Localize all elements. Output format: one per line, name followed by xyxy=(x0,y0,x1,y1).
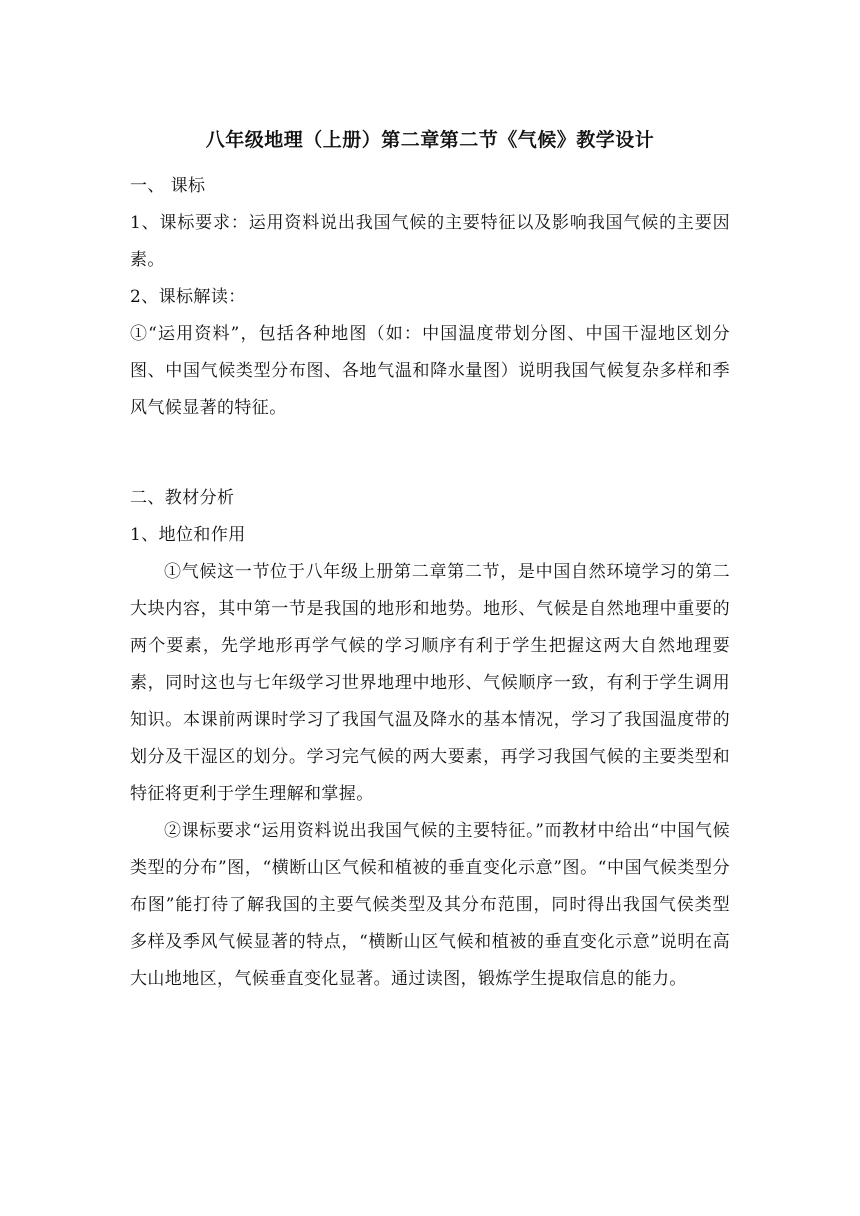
section-standards xyxy=(130,168,730,427)
section-heading-textbook-analysis: 二、教材分析 xyxy=(130,488,235,508)
section-textbook-analysis xyxy=(130,480,730,998)
paragraph-standards-materials: ②课标要求“运用资料说出我国气候的主要特征。”而教材中给出“中国气候类型的分布”图，“横断山区气候和植被的垂直变化示意”图。“中国气候类型分布图”能打待了解我国的主要气候类型及其分布范围，同时得出我国气侯类型多样及季风气候显著的特点，“横断山区气候和植被的垂直变化示意”说明在高大山地地区，气候垂直变化显著。通过读图，锻炼学生提取信息的能力。 xyxy=(130,821,730,989)
standards-requirement: 1、课标要求：运用资料说出我国气候的主要特征以及影响我国气候的主要因素。 xyxy=(130,213,730,270)
section-heading-standards: 一、 课标 xyxy=(130,176,206,196)
document-title: 八年级地理（上册）第二章第二节《气候》教学设计 xyxy=(205,129,655,151)
paragraph-position-role: ①气候这一节位于八年级上册第二章第二节，是中国自然环境学习的第二大块内容，其中第一节是我国的地形和地势。地形、气候是自然地理中重要的两个要素，先学地形再学气候的学习顺序有利于学生把握这两大自然地理要素，同时这也与七年级学习世界地理中地形、气候顺序一致，有利于学生调用知识。本课前两课时学习了我国气温及降水的基本情况，学习了我国温度带的划分及干湿区的划分。学习完气候的两大要素，再学习我国气候的主要类型和特征将更利于学生理解和掌握。 xyxy=(130,562,730,804)
standards-interpretation-text: ①“运用资料”，包括各种地图（如：中国温度带划分图、中国干湿地区划分图、中国气候类型分布图、各地气温和降水量图）说明我国气候复杂多样和季风气候显著的特征。 xyxy=(130,324,730,418)
standards-interpretation-heading: 2、课标解读： xyxy=(130,287,246,307)
subsection-heading-position-role: 1、地位和作用 xyxy=(130,525,246,545)
